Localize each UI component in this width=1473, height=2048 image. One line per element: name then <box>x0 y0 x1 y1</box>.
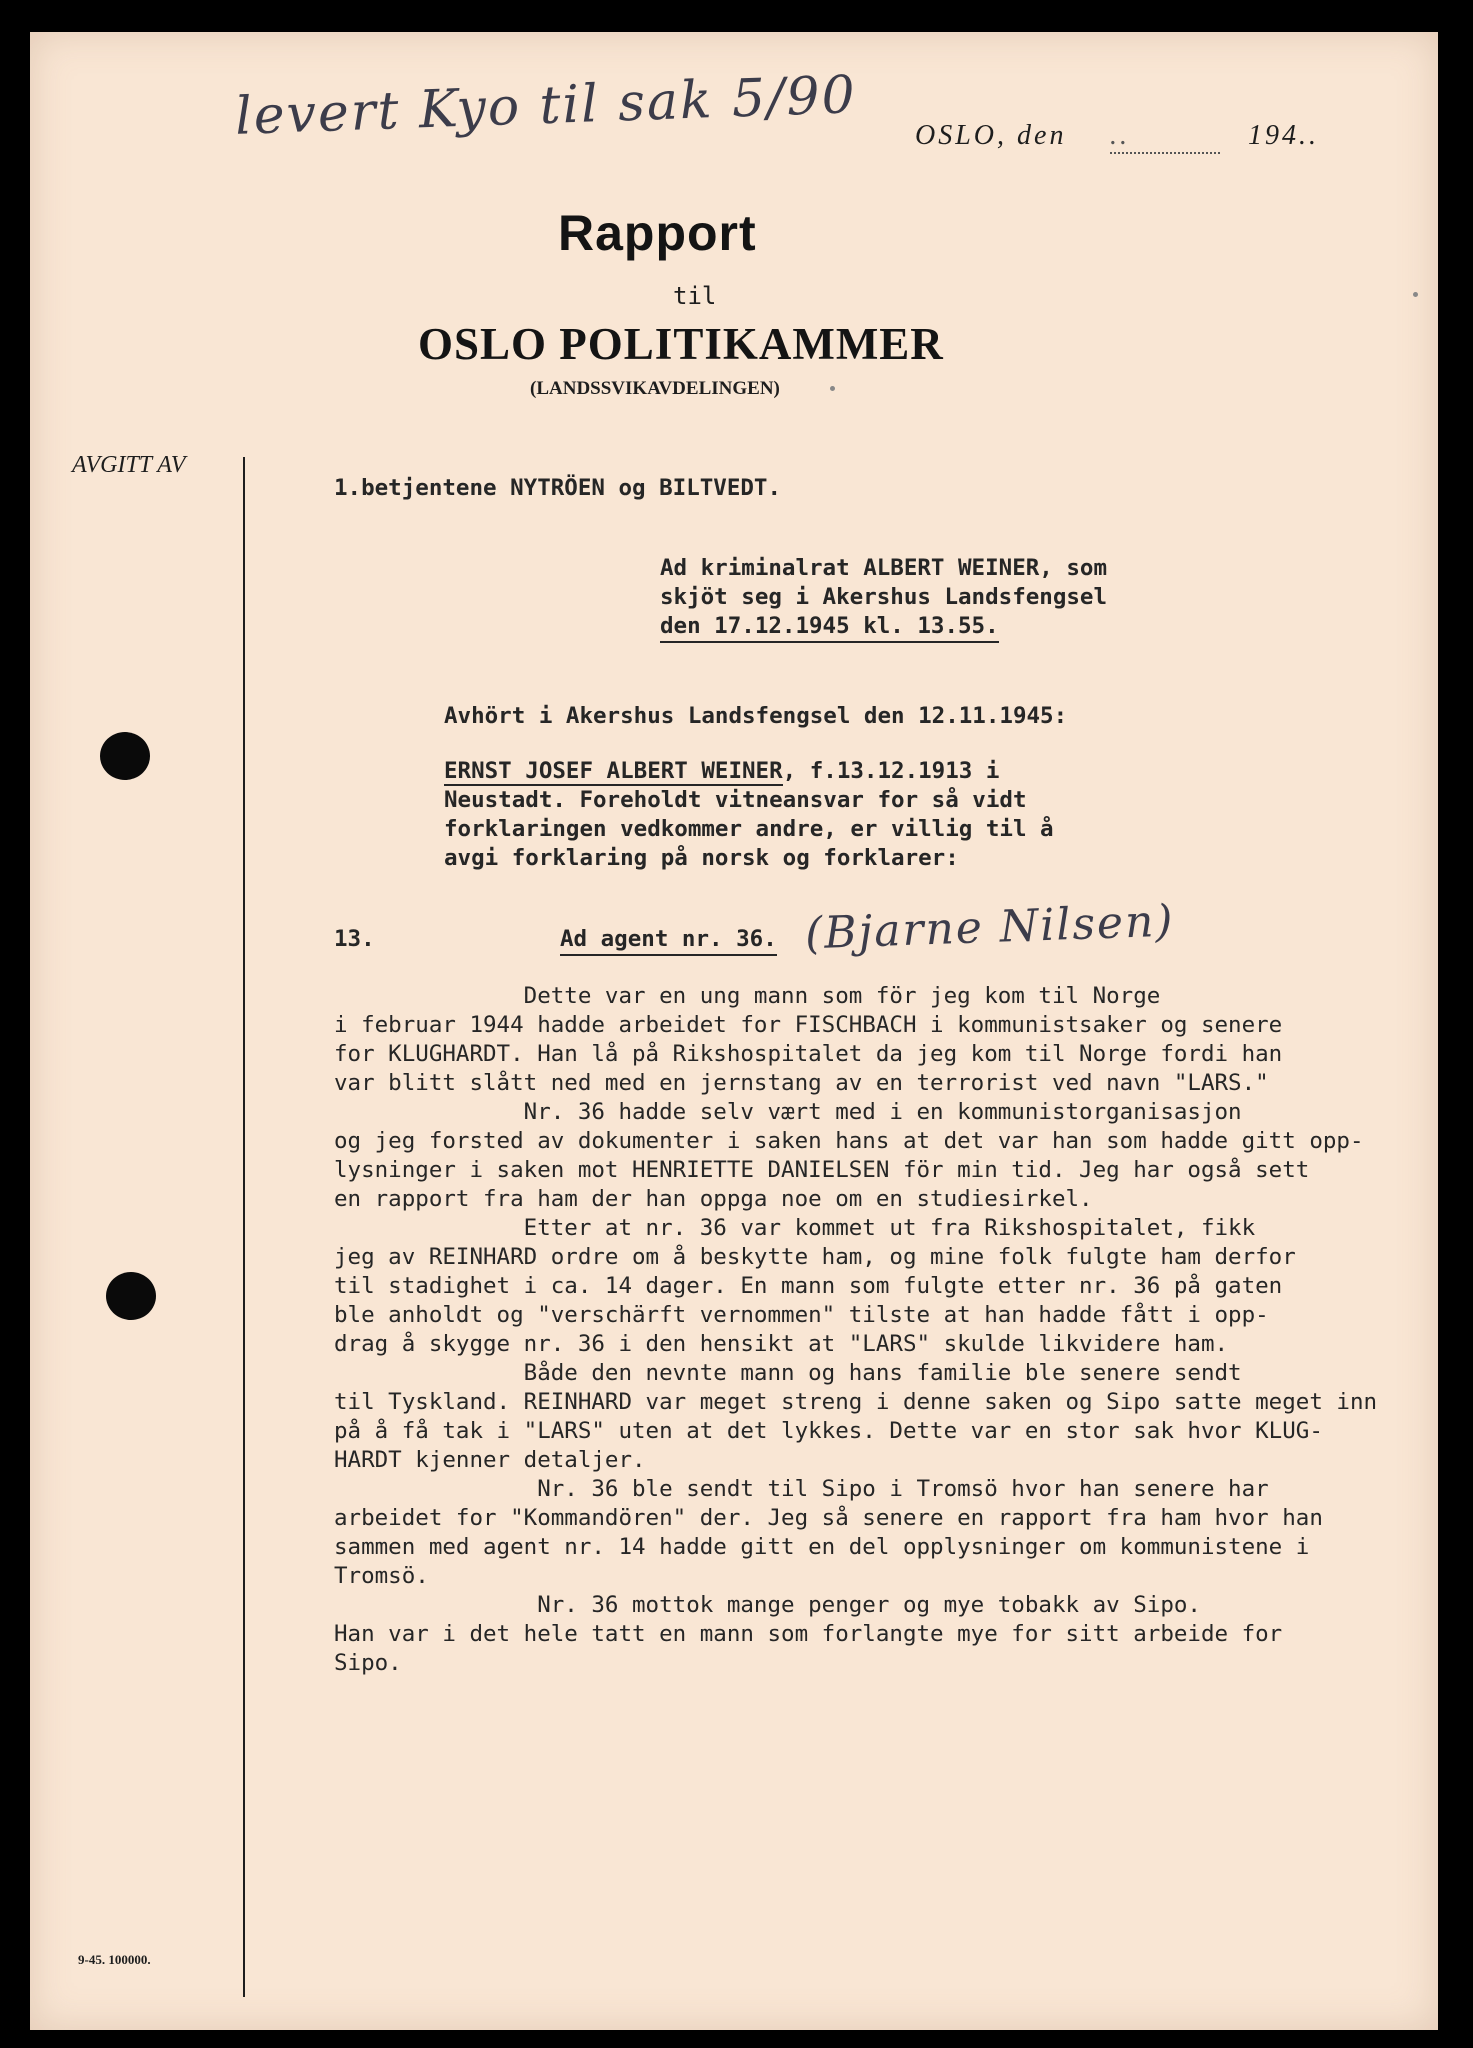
witness-block <box>444 757 1054 873</box>
section-heading: Ad agent nr. 36. <box>560 925 777 956</box>
subject-line: skjöt seg i Akershus Landsfengsel <box>660 584 1108 610</box>
department-name: OSLO POLITIKAMMER <box>418 319 944 369</box>
place-date-label: OSLO, den <box>915 120 1067 151</box>
body-line: drag å skygge nr. 36 i den hensikt at "LARS" skulde likvidere ham. <box>334 1331 1229 1357</box>
body-line: på å få tak i "LARS" uten at det lykkes. Dette var en stor sak hvor KLUG- <box>334 1418 1323 1444</box>
witness-line: avgi forklaring på norsk og forklarer: <box>444 845 959 871</box>
body-line: en rapport fra ham der han oppga noe om en studiesirkel. <box>334 1186 1093 1212</box>
body-line: Nr. 36 hadde selv vært med i en kommunistorganisasjon <box>334 1099 1242 1125</box>
body-line: sammen med agent nr. 14 hadde gitt en del opplysninger om kommunistene i <box>334 1534 1310 1560</box>
body-line: for KLUGHARDT. Han lå på Rikshospitalet da jeg kom til Norge fordi han <box>334 1041 1283 1067</box>
witness-birth: , f.13.12.1913 i <box>782 758 1000 784</box>
subject-block <box>660 554 1107 643</box>
margin-rule <box>243 457 245 1997</box>
body-line: jeg av REINHARD ordre om å beskytte ham, og mine folk fulgte ham derfor <box>334 1244 1296 1270</box>
witness-line: Neustadt. Foreholdt vitneansvar for så vidt <box>444 787 1027 813</box>
punch-hole <box>100 732 150 780</box>
body-line: HARDT kjenner detaljer. <box>334 1447 646 1473</box>
body-line: Nr. 36 ble sendt til Sipo i Tromsö hvor han senere har <box>334 1476 1269 1502</box>
body-line: Både den nevnte mann og hans familie ble senere sendt <box>334 1360 1242 1386</box>
subject-line: den 17.12.1945 kl. 13.55. <box>660 612 999 643</box>
body-line: ble anholdt og "verschärft vernommen" tilste at han hadde fått i opp- <box>334 1302 1269 1328</box>
date-field: .. <box>1110 120 1220 154</box>
section-handwritten-name: (Bjarne Nilsen) <box>804 895 1176 960</box>
officers-line: 1.betjentene NYTRÖEN og BILTVEDT. <box>334 475 782 501</box>
report-title: Rapport <box>558 205 757 261</box>
witness-name: ERNST JOSEF ALBERT WEINER <box>444 758 783 784</box>
body-line: Nr. 36 mottok mange penger og mye tobakk av Sipo. <box>334 1592 1201 1618</box>
body-line: til stadighet i ca. 14 dager. En mann som fulgte etter nr. 36 på gaten <box>334 1273 1283 1299</box>
body-line: lysninger i saken mot HENRIETTE DANIELSEN för min tid. Jeg har også sett <box>334 1157 1310 1183</box>
punch-hole <box>106 1272 156 1320</box>
body-line: og jeg forsted av dokumenter i saken hans at det var han som hadde gitt opp- <box>334 1128 1364 1154</box>
body-line: Tromsö. <box>334 1563 429 1589</box>
mark-dot <box>1413 292 1418 297</box>
document-page <box>30 32 1438 2030</box>
body-line: var blitt slått ned med en jernstang av en terrorist ved navn "LARS." <box>334 1070 1269 1096</box>
avgitt-av-label: AVGITT AV <box>72 452 186 478</box>
body-text <box>334 982 1377 1678</box>
witness-line: forklaringen vedkommer andre, er villig til å <box>444 816 1054 842</box>
subject-line: Ad kriminalrat ALBERT WEINER, som <box>660 555 1108 581</box>
year-field: 194.. <box>1248 120 1319 151</box>
body-line: arbeidet for "Kommandören" der. Jeg så senere en rapport fra ham hvor han <box>334 1505 1323 1531</box>
body-line: i februar 1944 hadde arbeidet for FISCHBACH i kommunistsaker og senere <box>334 1012 1283 1038</box>
heard-line: Avhört i Akershus Landsfengsel den 12.11.1945: <box>444 703 1068 729</box>
body-line: Dette var en ung mann som för jeg kom til Norge <box>334 983 1161 1009</box>
mark-dot <box>830 386 835 391</box>
section-number: 13. <box>334 926 375 952</box>
body-line: Sipo. <box>334 1650 402 1676</box>
body-line: Han var i det hele tatt en mann som forlangte mye for sitt arbeide for <box>334 1621 1283 1647</box>
form-number: 9-45. 100000. <box>78 1952 151 1967</box>
til-label: til <box>673 282 717 310</box>
body-line: til Tyskland. REINHARD var meget streng i denne saken og Sipo satte meget inn <box>334 1389 1378 1415</box>
body-line: Etter at nr. 36 var kommet ut fra Rikshospitalet, fikk <box>334 1215 1256 1241</box>
subdepartment-name: (LANDSSVIKAVDELINGEN) <box>530 378 780 399</box>
handwritten-note: levert Kyo til sak 5/90 <box>234 65 858 147</box>
